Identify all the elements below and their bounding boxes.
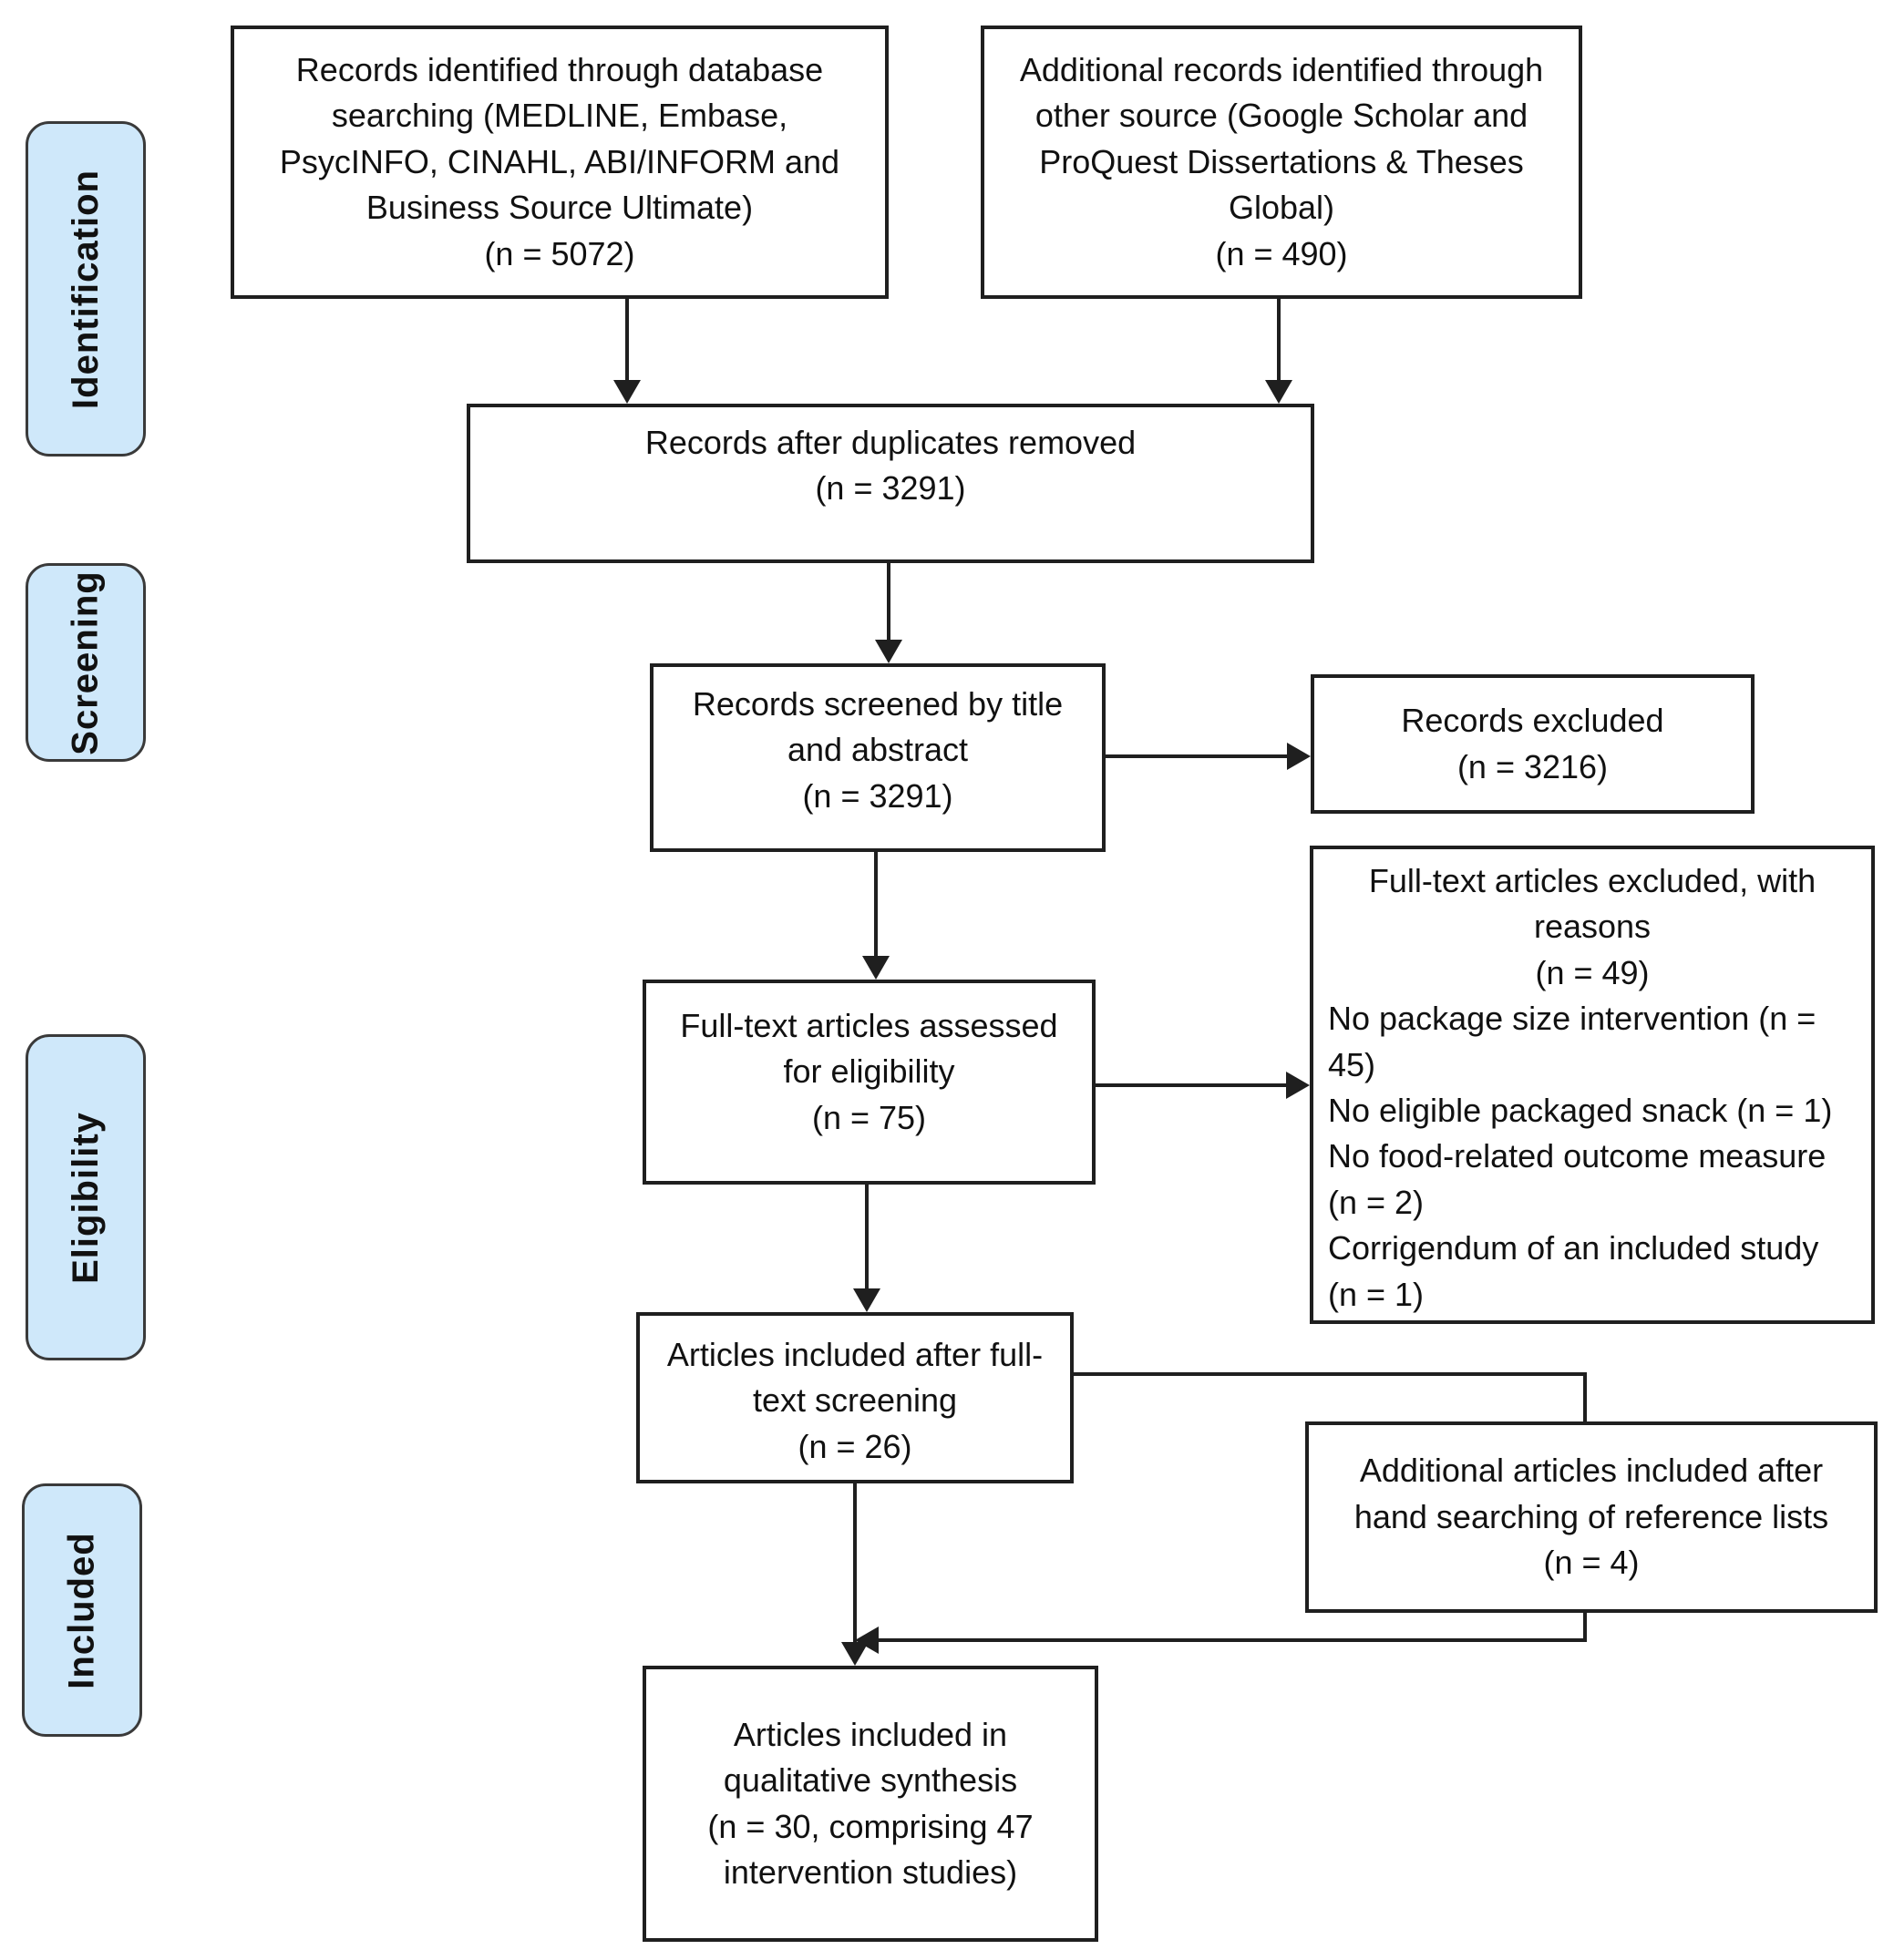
- box-count: (n = 4): [1543, 1544, 1640, 1582]
- box-fulltext-excluded-reasons: [1310, 846, 1875, 1324]
- box-text: Records after duplicates removed: [644, 424, 1137, 461]
- arrow-down-icon: [875, 640, 902, 663]
- box-text: Full-text articles assessed for eligibility: [680, 1007, 1058, 1091]
- connector-other-to-duplicates: [1277, 299, 1281, 382]
- arrow-down-icon: [841, 1642, 869, 1666]
- arrow-down-icon: [613, 380, 641, 404]
- box-additional-articles-hand-search: [1305, 1421, 1878, 1613]
- stage-label: Screening: [65, 570, 106, 755]
- connector-duplicates-to-screened: [887, 563, 890, 641]
- box-count: (n = 75): [811, 1098, 927, 1136]
- box-count: (n = 5072): [484, 234, 635, 272]
- stage-included: [22, 1483, 142, 1737]
- connector-screened-to-excluded: [1106, 754, 1289, 758]
- box-text: Records identified through database searching (MEDLINE, Embase, PsycINFO, CINAHL, ABI/INFORM and Business Source Ultimate): [279, 51, 840, 227]
- stage-identification: [26, 121, 146, 457]
- exclusion-reason-list: [1328, 996, 1857, 1318]
- connector-fulltext-to-included: [865, 1185, 869, 1290]
- stage-label: Eligibility: [65, 1111, 106, 1284]
- arrow-right-icon: [1287, 743, 1311, 770]
- arrow-right-icon: [1286, 1072, 1310, 1099]
- connector-handsearch-to-mainline: [877, 1638, 1587, 1642]
- stage-eligibility: [26, 1034, 146, 1360]
- connector-included-to-handsearch-vertical: [1583, 1372, 1587, 1425]
- connector-included-to-handsearch-horizontal: [1074, 1372, 1587, 1376]
- arrow-down-icon: [1265, 380, 1292, 404]
- box-records-screened: [650, 663, 1106, 852]
- box-records-identified-db: [231, 26, 889, 299]
- arrow-down-icon: [862, 956, 890, 980]
- box-text: Records screened by title and abstract: [692, 685, 1064, 769]
- box-records-excluded: [1311, 674, 1755, 814]
- box-articles-qualitative-synthesis: [643, 1666, 1098, 1942]
- box-text: Records excluded: [1401, 702, 1664, 740]
- box-count: (n = 30, comprising 47 intervention studies): [707, 1807, 1034, 1891]
- stage-label: Identification: [65, 169, 106, 409]
- arrow-down-icon: [853, 1288, 880, 1312]
- box-articles-included-fulltext: [636, 1312, 1074, 1483]
- exclusion-reason: Corrigendum of an included study (n = 1): [1328, 1229, 1819, 1313]
- box-text: Additional articles included after hand searching of reference lists: [1353, 1452, 1829, 1535]
- box-records-after-duplicates: [467, 404, 1314, 563]
- box-count: (n = 49): [1535, 953, 1650, 991]
- box-count: (n = 26): [798, 1427, 912, 1465]
- stage-label: Included: [61, 1531, 102, 1689]
- box-count: (n = 3291): [815, 469, 966, 508]
- stage-screening: [26, 563, 146, 762]
- exclusion-reason: No package size intervention (n = 45): [1328, 1000, 1817, 1083]
- connector-fulltext-to-excluded: [1096, 1083, 1288, 1087]
- exclusion-reason: No eligible packaged snack (n = 1): [1328, 1091, 1833, 1129]
- box-text: Articles included in qualitative synthesis: [723, 1715, 1018, 1800]
- exclusion-reason: No food-related outcome measure (n = 2): [1328, 1137, 1827, 1221]
- connector-db-to-duplicates: [625, 299, 629, 382]
- box-count: (n = 490): [1215, 234, 1348, 272]
- box-text: Additional records identified through other source (Google Scholar and ProQuest Dissertations & Theses Global): [1019, 51, 1544, 227]
- box-count: (n = 3216): [1456, 747, 1609, 785]
- box-fulltext-assessed: [643, 980, 1096, 1185]
- connector-included-to-synthesis: [853, 1483, 857, 1644]
- box-additional-records-other-source: [981, 26, 1582, 299]
- box-text: Full-text articles excluded, with reasons: [1368, 862, 1817, 946]
- box-count: (n = 3291): [802, 776, 953, 815]
- connector-screened-to-fulltext: [874, 852, 878, 958]
- box-text: Articles included after full-text screening: [666, 1336, 1044, 1420]
